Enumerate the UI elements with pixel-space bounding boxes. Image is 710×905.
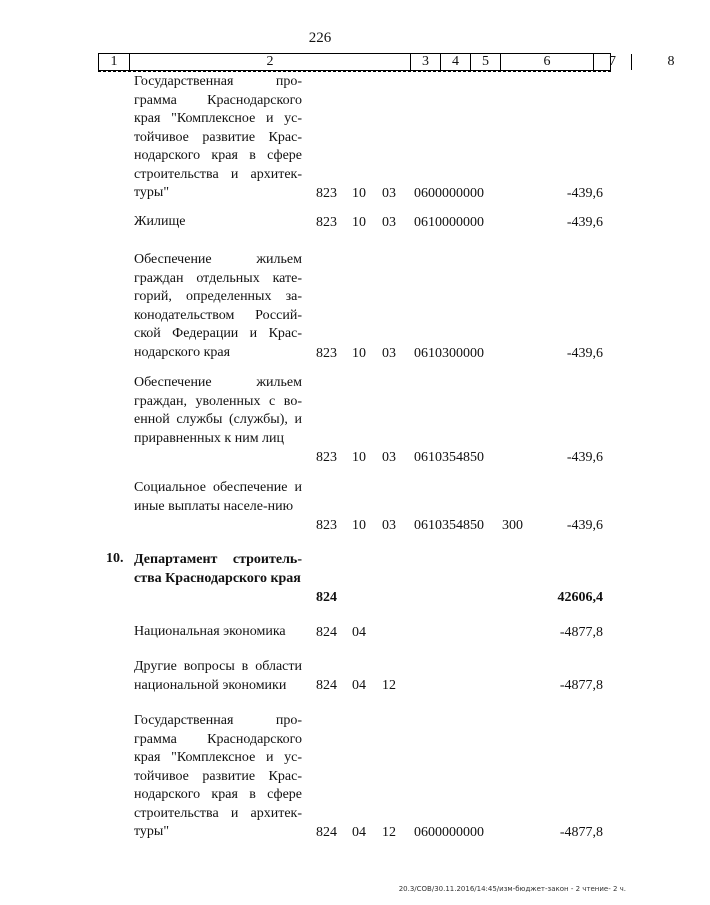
row-col-5: 12 [382, 677, 396, 693]
row-col-4: 10 [352, 449, 366, 465]
row-col-8: -4877,8 [559, 824, 603, 840]
table-header [98, 53, 675, 71]
row-name: Государственная про-грамма Краснодарского края "Комплексное и ус-тойчивое развитие Крас-нодарского края в сфере строительства и архитек-туры" [134, 713, 302, 839]
row-col-8: -439,6 [566, 449, 603, 465]
header-col-5: 5 [471, 54, 501, 70]
header-col-1: 1 [99, 54, 130, 70]
row-name: Жилище [134, 214, 186, 229]
row-col-5: 03 [382, 449, 396, 465]
table-row [98, 712, 611, 842]
row-name: Государственная про-грамма Краснодарского края "Комплексное и ус-тойчивое развитие Крас-нодарского края в сфере строительства и архитек-туры" [134, 74, 302, 200]
row-col-6: 0600000000 [414, 824, 484, 840]
row-col-3: 824 [316, 624, 337, 640]
table-row [98, 213, 611, 232]
header-divider [98, 71, 611, 72]
row-col-8: 42606,4 [557, 589, 603, 605]
row-col-4: 10 [352, 214, 366, 230]
header-col-4: 4 [441, 54, 471, 70]
header-col-6: 6 [501, 54, 594, 70]
row-col-5: 03 [382, 517, 396, 533]
row-col-5: 03 [382, 214, 396, 230]
row-col-4: 10 [352, 517, 366, 533]
table-row [98, 658, 611, 695]
row-col-4: 04 [352, 624, 366, 640]
row-number: 10. [106, 551, 124, 566]
row-name: Обеспечение жильем граждан, уволенных с во-енной службы (службы), и приравненных к ним лиц [134, 375, 302, 446]
row-name: Национальная экономика [134, 624, 286, 639]
footer-doc-id: 20.3/СОВ/30.11.2016/14:45/изм-бюджет-закон - 2 чтение- 2 ч. [398, 885, 626, 893]
row-col-3: 823 [316, 345, 337, 361]
row-name: Социальное обеспечение и иные выплаты населе-нию [134, 480, 302, 514]
row-col-6: 0610000000 [414, 214, 484, 230]
row-name: Департамент строитель-ства Краснодарского края [134, 552, 302, 586]
table-row [98, 374, 611, 467]
row-col-3: 823 [316, 214, 337, 230]
row-col-4: 10 [352, 345, 366, 361]
header-col-8: 8 [667, 54, 675, 69]
row-col-4: 10 [352, 185, 366, 201]
row-col-3: 824 [316, 589, 337, 605]
row-col-6: 0610300000 [414, 345, 484, 361]
row-col-8: -4877,8 [559, 677, 603, 693]
table-row [98, 251, 611, 363]
row-col-8: -439,6 [566, 345, 603, 361]
row-col-5: 12 [382, 824, 396, 840]
header-col-7: 7 [594, 54, 632, 70]
row-col-3: 824 [316, 677, 337, 693]
header-col-2: 2 [130, 54, 411, 70]
table-row [98, 551, 611, 607]
row-col-8: -439,6 [566, 185, 603, 201]
row-name: Другие вопросы в области национальной экономики [134, 659, 302, 693]
row-col-6: 0600000000 [414, 185, 484, 201]
row-col-7: 300 [502, 517, 523, 533]
row-col-6: 0610354850 [414, 449, 484, 465]
page-number: 226 [308, 30, 332, 46]
row-col-3: 823 [316, 449, 337, 465]
row-col-5: 03 [382, 345, 396, 361]
table-row [98, 479, 611, 535]
row-col-8: -439,6 [566, 517, 603, 533]
row-col-4: 04 [352, 824, 366, 840]
row-col-3: 824 [316, 824, 337, 840]
row-col-3: 823 [316, 517, 337, 533]
row-col-5: 03 [382, 185, 396, 201]
row-col-8: -4877,8 [559, 624, 603, 640]
row-col-8: -439,6 [566, 214, 603, 230]
row-col-4: 04 [352, 677, 366, 693]
header-col-3: 3 [411, 54, 441, 70]
table-row [98, 73, 611, 203]
row-col-3: 823 [316, 185, 337, 201]
row-name: Обеспечение жильем граждан отдельных кате-горий, определенных за-конодательством Россий-ской Федерации и Крас-нодарского края [134, 252, 302, 360]
row-col-6: 0610354850 [414, 517, 484, 533]
table-row [98, 623, 611, 642]
